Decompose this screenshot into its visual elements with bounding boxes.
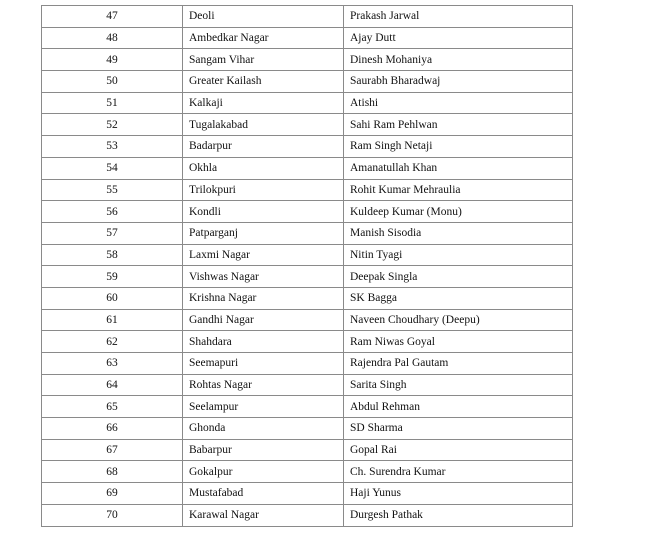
serial-number-cell: 67 bbox=[42, 439, 183, 461]
constituency-cell: Mustafabad bbox=[183, 483, 344, 505]
candidate-name-cell: SK Bagga bbox=[344, 287, 573, 309]
serial-number-cell: 54 bbox=[42, 157, 183, 179]
candidate-name-cell: Gopal Rai bbox=[344, 439, 573, 461]
candidate-name-cell: Ajay Dutt bbox=[344, 27, 573, 49]
table-row bbox=[42, 374, 573, 396]
table-row bbox=[42, 114, 573, 136]
table-row bbox=[42, 244, 573, 266]
candidate-name-cell: Kuldeep Kumar (Monu) bbox=[344, 201, 573, 223]
table-row bbox=[42, 309, 573, 331]
constituency-cell: Babarpur bbox=[183, 439, 344, 461]
constituency-cell: Gandhi Nagar bbox=[183, 309, 344, 331]
constituency-cell: Seemapuri bbox=[183, 353, 344, 375]
serial-number-cell: 66 bbox=[42, 418, 183, 440]
candidate-name-cell: Amanatullah Khan bbox=[344, 157, 573, 179]
candidate-name-cell: Haji Yunus bbox=[344, 483, 573, 505]
table-row bbox=[42, 504, 573, 526]
candidate-name-cell: Deepak Singla bbox=[344, 266, 573, 288]
constituency-cell: Deoli bbox=[183, 6, 344, 28]
constituency-cell: Krishna Nagar bbox=[183, 287, 344, 309]
table-row bbox=[42, 331, 573, 353]
constituency-cell: Kondli bbox=[183, 201, 344, 223]
serial-number-cell: 59 bbox=[42, 266, 183, 288]
serial-number-cell: 70 bbox=[42, 504, 183, 526]
serial-number-cell: 62 bbox=[42, 331, 183, 353]
serial-number-cell: 65 bbox=[42, 396, 183, 418]
candidate-name-cell: SD Sharma bbox=[344, 418, 573, 440]
serial-number-cell: 68 bbox=[42, 461, 183, 483]
table-row bbox=[42, 136, 573, 158]
constituency-cell: Ghonda bbox=[183, 418, 344, 440]
constituency-cell: Shahdara bbox=[183, 331, 344, 353]
candidate-name-cell: Rajendra Pal Gautam bbox=[344, 353, 573, 375]
serial-number-cell: 57 bbox=[42, 222, 183, 244]
candidate-name-cell: Saurabh Bharadwaj bbox=[344, 71, 573, 93]
table-row bbox=[42, 179, 573, 201]
serial-number-cell: 69 bbox=[42, 483, 183, 505]
candidate-list-body bbox=[42, 6, 573, 527]
serial-number-cell: 64 bbox=[42, 374, 183, 396]
constituency-cell: Kalkaji bbox=[183, 92, 344, 114]
constituency-cell: Rohtas Nagar bbox=[183, 374, 344, 396]
candidate-name-cell: Sarita Singh bbox=[344, 374, 573, 396]
serial-number-cell: 61 bbox=[42, 309, 183, 331]
constituency-cell: Greater Kailash bbox=[183, 71, 344, 93]
table-row bbox=[42, 27, 573, 49]
serial-number-cell: 53 bbox=[42, 136, 183, 158]
table-row bbox=[42, 157, 573, 179]
constituency-cell: Sangam Vihar bbox=[183, 49, 344, 71]
candidate-name-cell: Naveen Choudhary (Deepu) bbox=[344, 309, 573, 331]
table-row bbox=[42, 201, 573, 223]
candidate-name-cell: Durgesh Pathak bbox=[344, 504, 573, 526]
table-row bbox=[42, 353, 573, 375]
candidate-name-cell: Atishi bbox=[344, 92, 573, 114]
table-row bbox=[42, 287, 573, 309]
constituency-cell: Badarpur bbox=[183, 136, 344, 158]
serial-number-cell: 49 bbox=[42, 49, 183, 71]
constituency-cell: Patparganj bbox=[183, 222, 344, 244]
table-row bbox=[42, 49, 573, 71]
table-row bbox=[42, 396, 573, 418]
candidate-name-cell: Manish Sisodia bbox=[344, 222, 573, 244]
table-row bbox=[42, 6, 573, 28]
table-row bbox=[42, 483, 573, 505]
serial-number-cell: 58 bbox=[42, 244, 183, 266]
candidate-name-cell: Dinesh Mohaniya bbox=[344, 49, 573, 71]
constituency-cell: Seelampur bbox=[183, 396, 344, 418]
constituency-cell: Karawal Nagar bbox=[183, 504, 344, 526]
table-row bbox=[42, 266, 573, 288]
serial-number-cell: 48 bbox=[42, 27, 183, 49]
serial-number-cell: 56 bbox=[42, 201, 183, 223]
candidate-name-cell: Abdul Rehman bbox=[344, 396, 573, 418]
constituency-cell: Trilokpuri bbox=[183, 179, 344, 201]
constituency-cell: Tugalakabad bbox=[183, 114, 344, 136]
candidate-name-cell: Sahi Ram Pehlwan bbox=[344, 114, 573, 136]
candidate-name-cell: Ch. Surendra Kumar bbox=[344, 461, 573, 483]
constituency-cell: Vishwas Nagar bbox=[183, 266, 344, 288]
serial-number-cell: 52 bbox=[42, 114, 183, 136]
constituency-cell: Laxmi Nagar bbox=[183, 244, 344, 266]
constituency-cell: Okhla bbox=[183, 157, 344, 179]
table-row bbox=[42, 439, 573, 461]
candidate-name-cell: Nitin Tyagi bbox=[344, 244, 573, 266]
table-row bbox=[42, 222, 573, 244]
serial-number-cell: 50 bbox=[42, 71, 183, 93]
table-row bbox=[42, 92, 573, 114]
candidate-name-cell: Ram Singh Netaji bbox=[344, 136, 573, 158]
serial-number-cell: 60 bbox=[42, 287, 183, 309]
candidate-name-cell: Ram Niwas Goyal bbox=[344, 331, 573, 353]
table-row bbox=[42, 461, 573, 483]
candidate-name-cell: Rohit Kumar Mehraulia bbox=[344, 179, 573, 201]
candidate-name-cell: Prakash Jarwal bbox=[344, 6, 573, 28]
table-row bbox=[42, 71, 573, 93]
table-row bbox=[42, 418, 573, 440]
serial-number-cell: 51 bbox=[42, 92, 183, 114]
serial-number-cell: 63 bbox=[42, 353, 183, 375]
constituency-cell: Gokalpur bbox=[183, 461, 344, 483]
constituency-cell: Ambedkar Nagar bbox=[183, 27, 344, 49]
serial-number-cell: 55 bbox=[42, 179, 183, 201]
candidate-list-table bbox=[41, 5, 573, 527]
serial-number-cell: 47 bbox=[42, 6, 183, 28]
